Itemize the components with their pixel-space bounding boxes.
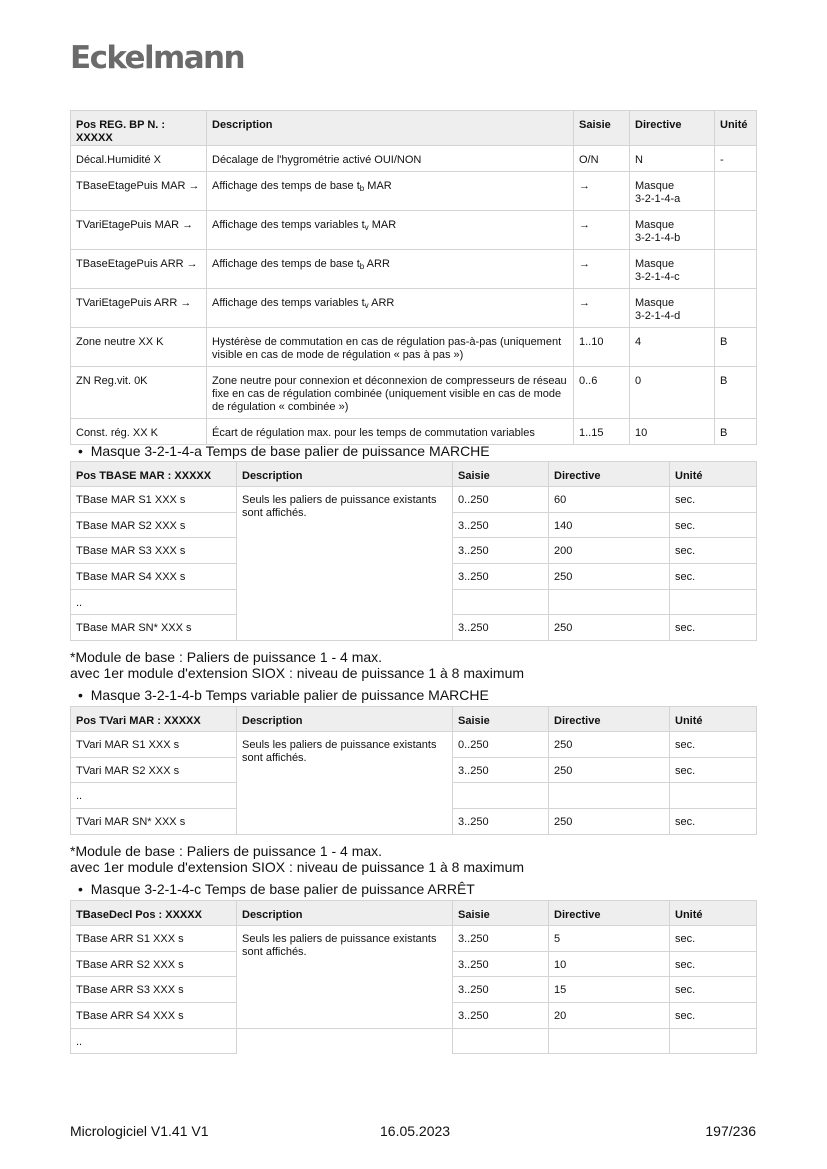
unit-cell [670, 783, 757, 809]
directive-cell: 250 [549, 809, 670, 835]
saisie-cell: 3..250 [453, 809, 549, 835]
pos-cell: TBase MAR SN* XXX s [71, 615, 237, 641]
directive-cell: 250 [549, 615, 670, 641]
subscript: b [359, 184, 365, 193]
column-header: Directive [630, 111, 715, 146]
directive-cell [630, 250, 715, 289]
description-cell [207, 211, 574, 250]
pos-cell: TBase ARR S4 XXX s [71, 1003, 237, 1029]
directive-cell: 20 [549, 1003, 670, 1029]
note-line: avec 1er module d'extension SIOX : niveau de puissance 1 à 8 maximum [70, 665, 525, 681]
directive-cell: 15 [549, 977, 670, 1003]
eckelmann-logo: Eckelmann [70, 40, 244, 76]
pos-cell: TBase MAR S3 XXX s [71, 538, 237, 564]
description-cell: Seuls les paliers de puissance existants sont affichés. [237, 732, 453, 835]
unit-cell: B [715, 367, 757, 419]
column-header: Saisie [453, 707, 549, 732]
saisie-cell: 3..250 [453, 564, 549, 590]
pos-cell: TBase MAR S2 XXX s [71, 512, 237, 538]
section-heading [78, 881, 475, 897]
description-cell [207, 289, 574, 328]
unit-cell: sec. [670, 615, 757, 641]
description-cell: Seuls les paliers de puissance existants sont affichés. [237, 926, 453, 1029]
unit-cell [670, 1028, 757, 1054]
table-row [71, 419, 757, 445]
column-header: Saisie [574, 111, 630, 146]
section-title: Masque 3-2-1-4-b Temps variable palier de puissance MARCHE [90, 687, 489, 703]
table-row [71, 289, 757, 328]
pos-cell: TBase ARR S3 XXX s [71, 977, 237, 1003]
table-row [71, 211, 757, 250]
tbase-arr-table [70, 900, 757, 1054]
saisie-cell: → [574, 211, 630, 250]
pos-cell: .. [71, 1028, 237, 1054]
description-cell: Hystérèse de commutation en cas de régulation pas-à-pas (uniquement visible en cas de mode de régulation « pas à pas ») [207, 328, 574, 367]
directive-cell: N [630, 146, 715, 172]
directive-cell [630, 211, 715, 250]
pos-cell: Décal.Humidité X [71, 146, 207, 172]
saisie-cell: 1..10 [574, 328, 630, 367]
saisie-cell: 3..250 [453, 757, 549, 783]
unit-cell: B [715, 419, 757, 445]
footer-date: 16.05.2023 [380, 1123, 451, 1139]
saisie-cell: 3..250 [453, 951, 549, 977]
bullet-mark: • [78, 687, 83, 703]
table-header-row [71, 901, 757, 926]
note-line: *Module de base : Paliers de puissance 1 - 4 max. [70, 843, 383, 859]
description-text: MAR [368, 219, 397, 231]
column-header: Pos TBASE MAR : XXXXX [71, 462, 237, 487]
unit-cell: sec. [670, 951, 757, 977]
directive-cell: 5 [549, 926, 670, 952]
note-line: avec 1er module d'extension SIOX : niveau de puissance 1 à 8 maximum [70, 859, 525, 875]
pos-cell: .. [71, 783, 237, 809]
table-header-row [71, 462, 757, 487]
bullet-mark: • [78, 881, 83, 897]
tvari-mar-table [70, 706, 757, 835]
column-header: TBaseDecl Pos : XXXXX [71, 901, 237, 926]
saisie-cell: 3..250 [453, 538, 549, 564]
directive-cell: 10 [549, 951, 670, 977]
unit-cell [715, 289, 757, 328]
pos-cell: Const. rég. XX K [71, 419, 207, 445]
description-text: Affichage des temps de base t [212, 180, 360, 192]
column-header: Unité [670, 901, 757, 926]
saisie-cell: 3..250 [453, 512, 549, 538]
description-cell: Zone neutre pour connexion et déconnexion de compresseurs de réseau fixe en cas de régulation combinée (uniquement visible en cas de mode de régulation « combinée ») [207, 367, 574, 419]
directive-cell [630, 172, 715, 211]
unit-cell: sec. [670, 487, 757, 513]
directive-cell: 4 [630, 328, 715, 367]
unit-cell: sec. [670, 564, 757, 590]
description-text: Affichage des temps variables t [212, 219, 365, 231]
column-header: Unité [715, 111, 757, 146]
pos-cell: TBaseEtagePuis MAR → [71, 172, 207, 211]
note-line: *Module de base : Paliers de puissance 1 - 4 max. [70, 649, 383, 665]
saisie-cell: 0..250 [453, 732, 549, 758]
column-header: Description [237, 901, 453, 926]
saisie-cell: 1..15 [574, 419, 630, 445]
directive-line: Masque [635, 258, 675, 270]
saisie-cell: → [574, 289, 630, 328]
column-header: Directive [549, 707, 670, 732]
footer-page-number: 197/236 [705, 1123, 756, 1139]
directive-line: 3-2-1-4-d [635, 310, 681, 322]
saisie-cell [453, 783, 549, 809]
directive-cell [549, 1028, 670, 1054]
empty-cell [237, 1028, 453, 1054]
column-header: Saisie [453, 901, 549, 926]
directive-cell: 10 [630, 419, 715, 445]
description-cell [207, 250, 574, 289]
saisie-cell: → [574, 250, 630, 289]
saisie-cell: 0..6 [574, 367, 630, 419]
table-row [71, 926, 757, 952]
unit-cell: - [715, 146, 757, 172]
column-header: Description [207, 111, 574, 146]
pos-cell: TVariEtagePuis ARR → [71, 289, 207, 328]
directive-cell: 0 [630, 367, 715, 419]
pos-cell: TBase ARR S2 XXX s [71, 951, 237, 977]
pos-cell: TVariEtagePuis MAR → [71, 211, 207, 250]
directive-line: Masque [635, 297, 675, 309]
section-title: Masque 3-2-1-4-a Temps de base palier de puissance MARCHE [90, 443, 490, 459]
description-text: Affichage des temps de base t [212, 258, 360, 270]
directive-cell: 60 [549, 487, 670, 513]
unit-cell [715, 250, 757, 289]
pos-cell: TVari MAR SN* XXX s [71, 809, 237, 835]
pos-cell: TBaseEtagePuis ARR → [71, 250, 207, 289]
directive-cell [549, 589, 670, 615]
pos-cell: TVari MAR S2 XXX s [71, 757, 237, 783]
bullet-mark: • [78, 443, 83, 459]
unit-cell: sec. [670, 926, 757, 952]
unit-cell: sec. [670, 732, 757, 758]
column-header: Saisie [453, 462, 549, 487]
pos-cell: TBase ARR S1 XXX s [71, 926, 237, 952]
subscript: v [364, 223, 369, 232]
pos-cell: TBase MAR S4 XXX s [71, 564, 237, 590]
section-heading [78, 443, 490, 459]
table-row [71, 1028, 757, 1054]
unit-cell [715, 211, 757, 250]
footer-version: Micrologiciel V1.41 V1 [70, 1123, 209, 1139]
saisie-cell: 3..250 [453, 926, 549, 952]
column-header: Directive [549, 462, 670, 487]
column-header: Description [237, 462, 453, 487]
subscript: v [364, 301, 369, 310]
description-text: ARR [368, 297, 395, 309]
unit-cell: sec. [670, 757, 757, 783]
directive-line: 3-2-1-4-b [635, 232, 681, 244]
saisie-cell: 3..250 [453, 615, 549, 641]
saisie-cell [453, 1028, 549, 1054]
saisie-cell: 3..250 [453, 1003, 549, 1029]
description-cell: Seuls les paliers de puissance existants sont affichés. [237, 487, 453, 641]
table-row [71, 367, 757, 419]
description-cell [207, 172, 574, 211]
unit-cell: sec. [670, 512, 757, 538]
table-header-row [71, 707, 757, 732]
directive-line: 3-2-1-4-c [635, 271, 680, 283]
description-cell: Écart de régulation max. pour les temps de commutation variables [207, 419, 574, 445]
module-note [70, 843, 524, 875]
table-row [71, 250, 757, 289]
column-header: Pos TVari MAR : XXXXX [71, 707, 237, 732]
column-header: Unité [670, 462, 757, 487]
pos-cell: TVari MAR S1 XXX s [71, 732, 237, 758]
directive-cell: 200 [549, 538, 670, 564]
subscript: b [359, 262, 365, 271]
directive-cell: 140 [549, 512, 670, 538]
saisie-cell: 3..250 [453, 977, 549, 1003]
pos-cell: TBase MAR S1 XXX s [71, 487, 237, 513]
directive-cell [630, 289, 715, 328]
section-heading [78, 687, 489, 703]
saisie-cell: 0..250 [453, 487, 549, 513]
description-cell: Décalage de l'hygrométrie activé OUI/NON [207, 146, 574, 172]
module-note [70, 649, 524, 681]
reg-bp-parameter-table [70, 110, 757, 445]
directive-cell: 250 [549, 564, 670, 590]
pos-cell: Zone neutre XX K [71, 328, 207, 367]
table-row [71, 487, 757, 513]
directive-line: Masque [635, 219, 675, 231]
table-row [71, 732, 757, 758]
table-row [71, 328, 757, 367]
unit-cell: sec. [670, 977, 757, 1003]
description-text: Affichage des temps variables t [212, 297, 365, 309]
column-header: Unité [670, 707, 757, 732]
unit-cell: sec. [670, 1003, 757, 1029]
pos-cell: ZN Reg.vit. 0K [71, 367, 207, 419]
unit-cell [670, 589, 757, 615]
directive-line: Masque [635, 180, 675, 192]
pos-cell: .. [71, 589, 237, 615]
tbase-mar-table [70, 461, 757, 641]
unit-cell: B [715, 328, 757, 367]
unit-cell: sec. [670, 538, 757, 564]
column-header: Directive [549, 901, 670, 926]
table-row [71, 146, 757, 172]
directive-cell [549, 783, 670, 809]
description-text: ARR [364, 258, 390, 270]
directive-cell: 250 [549, 757, 670, 783]
saisie-cell: → [574, 172, 630, 211]
directive-line: 3-2-1-4-a [635, 193, 681, 205]
unit-cell: sec. [670, 809, 757, 835]
table-header-row [71, 111, 757, 146]
directive-cell: 250 [549, 732, 670, 758]
column-header: Description [237, 707, 453, 732]
unit-cell [715, 172, 757, 211]
column-header: Pos REG. BP N. : XXXXX [71, 111, 207, 146]
table-row [71, 172, 757, 211]
saisie-cell [453, 589, 549, 615]
section-title: Masque 3-2-1-4-c Temps de base palier de puissance ARRÊT [90, 881, 475, 897]
description-text: MAR [364, 180, 392, 192]
saisie-cell: O/N [574, 146, 630, 172]
